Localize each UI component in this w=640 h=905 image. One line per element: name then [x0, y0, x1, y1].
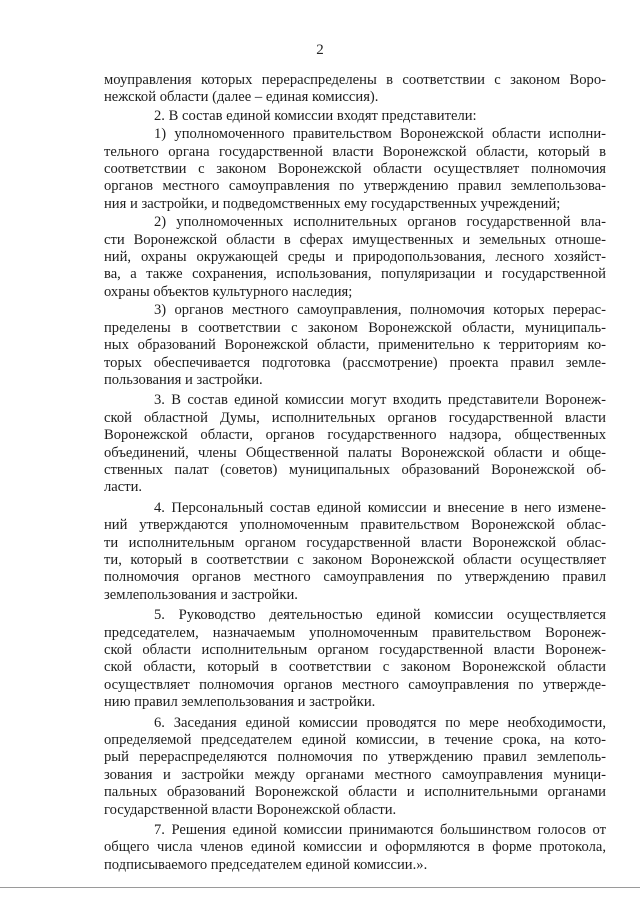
text-line: пальных образований Воронежской области и исполнительными органами [104, 784, 606, 801]
text-line: общего числа членов единой комиссии и оформляются в форме протокола, [104, 839, 606, 856]
text-line: подписываемого председателем единой комиссии.». [104, 856, 428, 873]
text-line: 4. Персональный состав единой комиссии и внесение в него измене- [154, 499, 606, 516]
paragraph-p3 [104, 214, 606, 301]
text-line: ской области, который в соответствии с законом Воронежской области [104, 659, 606, 676]
text-line: ственных палат (советов) муниципальных образований Воронежской об- [104, 461, 606, 478]
text-line: 3) органов местного самоуправления, полномочия которых перерас- [154, 302, 606, 319]
paragraph-p6 [104, 500, 606, 604]
text-line: ти, который в соответствии с законом Воронежской области осуществляет [104, 551, 606, 568]
text-line: 2) уполномоченных исполнительных органов государственной вла- [154, 214, 606, 231]
text-line: землепользования и застройки. [104, 586, 298, 603]
text-line: 2. В состав единой комиссии входят представители: [154, 107, 477, 124]
paragraph-p4 [104, 302, 606, 389]
text-line: 5. Руководство деятельностью единой комиссии осуществляется [154, 607, 606, 624]
text-line: ской областной Думы, исполнительных органов государственной власти [104, 409, 606, 426]
text-line: охраны объектов культурного наследия; [104, 283, 353, 300]
text-line: объединений, члены Общественной палаты Воронежской области и обще- [104, 444, 606, 461]
text-line: пользования и застройки. [104, 371, 263, 388]
text-line: моуправления которых перераспределены в соответствии с законом Воро- [104, 72, 606, 88]
text-line: полномочия органов местного самоуправления по утверждению правил [104, 569, 606, 586]
text-line: определяемой председателем единой комиссии, в течение срока, на кото- [104, 732, 606, 749]
text-line: ласти. [104, 479, 143, 496]
text-line: сти Воронежской области в сферах имущественных и земельных отноше- [104, 231, 606, 248]
paragraph-p7 [104, 607, 606, 711]
paragraph-p1 [104, 108, 606, 125]
page-number: 2 [316, 42, 324, 58]
text-line: ных образований Воронежской области, применительно к территориям ко- [104, 337, 606, 354]
text-line: 7. Решения единой комиссии принимаются большинством голосов от [154, 822, 606, 839]
text-line: ний утверждаются уполномоченным правительством Воронежской облас- [104, 517, 606, 534]
text-line: осуществляет полномочия органов местного самоуправления по утвержде- [104, 676, 606, 693]
text-line: государственной власти Воронежской области. [104, 801, 397, 818]
text-line: 6. Заседания единой комиссии проводятся по мере необходимости, [154, 714, 606, 731]
paragraph-p8 [104, 715, 606, 819]
text-line: ний, охраны окружающей среды и природопользования, лесного хозяйст- [104, 249, 606, 266]
text-line: зования и застройки между органами местного самоуправления муници- [104, 766, 606, 783]
text-line: тельного органа государственной власти Воронежской области, который в [104, 143, 606, 160]
text-line: Воронежской области, органов государственного надзора, общественных [104, 427, 606, 444]
text-line: торых обеспечивается подготовка (рассмотрение) проекта правил земле- [104, 354, 606, 371]
text-line: председателем, назначаемым уполномоченным правительством Воронеж- [104, 624, 606, 641]
text-line: ти исполнительным органом государственной власти Воронежской облас- [104, 534, 606, 551]
text-line: нию правил землепользования и застройки. [104, 694, 376, 711]
text-line: ния и застройки, и подведомственных ему государственных учреждений; [104, 195, 561, 212]
text-line: рый перераспределяются полномочия по утверждению правил землеполь- [104, 749, 606, 766]
text-line: нежской области (далее – единая комиссия). [104, 89, 379, 106]
paragraph-p2 [104, 126, 606, 213]
text-line: органов местного самоуправления по утверждению правил землепользова- [104, 178, 606, 195]
paragraph-p0 [104, 72, 606, 107]
text-line: 1) уполномоченного правительством Воронежской области исполни- [154, 126, 606, 143]
document-body [104, 72, 606, 874]
page-bottom-rule [0, 887, 640, 888]
text-line: ва, а также сохранения, использования, популяризации и государственной [104, 266, 606, 283]
text-line: ской области исполнительным органом государственной власти Воронеж- [104, 642, 606, 658]
text-line: соответствии с законом Воронежской области осуществляет полномочия [104, 161, 606, 178]
text-line: 3. В состав единой комиссии могут входить представители Воронеж- [154, 392, 606, 409]
paragraph-p5 [104, 392, 606, 496]
paragraph-p9 [104, 822, 606, 874]
text-line: пределены в соответствии с законом Воронежской области, муниципаль- [104, 319, 606, 336]
